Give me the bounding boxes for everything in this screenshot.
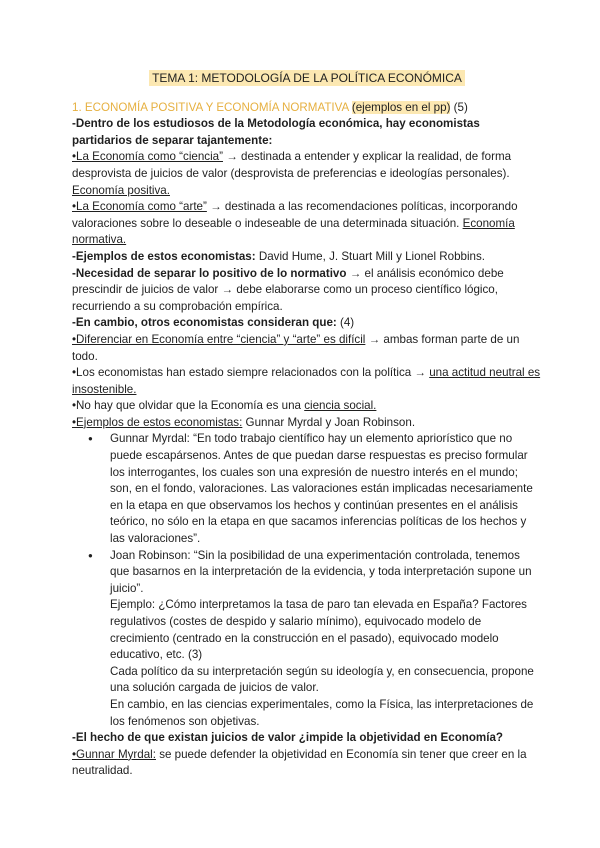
ejemplos2-paragraph bbox=[72, 415, 542, 432]
ciencia-label: Economía positiva. bbox=[72, 183, 170, 197]
ciencia-paragraph bbox=[72, 149, 542, 199]
ejemplos1-paragraph bbox=[72, 249, 542, 266]
olvidar-text: •No hay que olvidar que la Economía es una bbox=[72, 399, 305, 413]
relacionados-term: una actitud neutral es insostenible. bbox=[72, 366, 541, 396]
arte-term: •La Economía como “arte” bbox=[72, 200, 207, 214]
arte-text: → destinada a las recomendaciones políticas, incorporando valoraciones sobre lo deseable o indeseable de una determinada situación. bbox=[72, 200, 518, 230]
ejemplos1-text: David Hume, J. Stuart Mill y Lionel Robbins. bbox=[255, 249, 486, 263]
myrdal-quote: ● Gunnar Myrdal: “En todo trabajo científico hay un elemento apriorístico que no puede escapársenos. Antes de que puedan darse respuestas es preciso formular los interrogantes, los cuales son una expresión de nuestro interés en el mundo; son, en el fondo, valoraciones. Las valoraciones están implicadas necesariamente en la etapa en que observamos los hechos y continúan presentes en el análisis teórico, no sólo en la etapa en que sacamos inferencias políticas de los hechos y las valoraciones”. bbox=[110, 432, 533, 546]
document-title: TEMA 1: METODOLOGÍA DE LA POLÍTICA ECONÓMICA bbox=[149, 70, 465, 86]
ejemplos2-text: Gunnar Myrdal y Joan Robinson. bbox=[242, 415, 416, 429]
document-content bbox=[72, 70, 542, 780]
relacionados-text: •Los economistas han estado siempre relacionados con la política → bbox=[72, 366, 430, 380]
olvidar-term: ciencia social. bbox=[304, 399, 377, 413]
hecho-paragraph: -El hecho de que existan juicios de valor ¿impide la objetividad en Economía? bbox=[72, 731, 503, 745]
olvidar-paragraph bbox=[72, 398, 542, 415]
necesidad-label: -Necesidad de separar lo positivo de lo normativo bbox=[72, 266, 347, 280]
ciencia-term: •La Economía como “ciencia” bbox=[72, 150, 223, 164]
cambio-text: (4) bbox=[336, 316, 355, 330]
robinson-quote: ● Joan Robinson: “Sin la posibilidad de una experimentación controlada, tenemos que basarnos en la interpretación de la evidencia, y toda interpretación supone un juicio”. bbox=[110, 548, 532, 595]
gunnar-final-text: se puede defender la objetividad en Economía sin tener que creer en la neutralidad. bbox=[72, 747, 527, 778]
section-heading: 1. ECONOMÍA POSITIVA Y ECONOMÍA NORMATIVA bbox=[72, 100, 352, 114]
ejemplo-paro: Ejemplo: ¿Cómo interpretamos la tasa de paro tan elevada en España? Factores regulativos (costes de despido y salario mínimo), equivocado modelo de crecimiento (centrado en la construcción en el pasado), equivocado modelo educativo, etc. (3) bbox=[110, 598, 527, 662]
section-note: (ejemplos en el pp) bbox=[351, 100, 451, 114]
diferenciar-text: → ambas forman parte de un todo. bbox=[72, 332, 520, 363]
gunnar-final-paragraph bbox=[72, 747, 542, 780]
diferenciar-term: •Diferenciar en Economía entre “ciencia” y “arte” es difícil bbox=[72, 332, 366, 346]
gunnar-final-term: •Gunnar Myrdal: bbox=[72, 747, 156, 761]
arte-paragraph bbox=[72, 199, 542, 249]
cada-politico: Cada político da su interpretación según su ideología y, en consecuencia, propone una solución cargada de juicios de valor. bbox=[110, 664, 534, 695]
arte-label: Economía normativa. bbox=[72, 216, 515, 247]
ciencia-text: → destinada a entender y explicar la realidad, de forma desprovista de juicios de valor (desprovista de preferencias e ideologías personales). bbox=[72, 150, 512, 180]
relacionados-paragraph bbox=[72, 365, 542, 398]
diferenciar-paragraph bbox=[72, 332, 542, 365]
section-ref: (5) bbox=[450, 100, 468, 114]
list-item bbox=[110, 548, 542, 731]
ejemplos1-label: -Ejemplos de estos economistas: bbox=[72, 249, 256, 263]
cambio-paragraph bbox=[72, 315, 542, 332]
title-wrap bbox=[72, 70, 542, 88]
quotes-list bbox=[72, 431, 542, 730]
section-heading-line bbox=[72, 100, 542, 117]
ejemplos2-term: •Ejemplos de estos economistas: bbox=[72, 415, 243, 429]
ciencias-experimentales: En cambio, en las ciencias experimentales, como la Física, las interpretaciones de los fenómenos son objetivas. bbox=[110, 697, 534, 728]
necesidad-text: → el análisis económico debe prescindir de juicios de valor → debe elaborarse como un proceso científico lógico, recurriendo a su comprobación empírica. bbox=[72, 266, 504, 313]
intro-paragraph: -Dentro de los estudiosos de la Metodología económica, hay economistas partidarios de separar tajantemente: bbox=[72, 117, 480, 147]
necesidad-paragraph bbox=[72, 266, 542, 316]
cambio-label: -En cambio, otros economistas consideran que: bbox=[72, 316, 337, 330]
list-item bbox=[110, 431, 542, 547]
